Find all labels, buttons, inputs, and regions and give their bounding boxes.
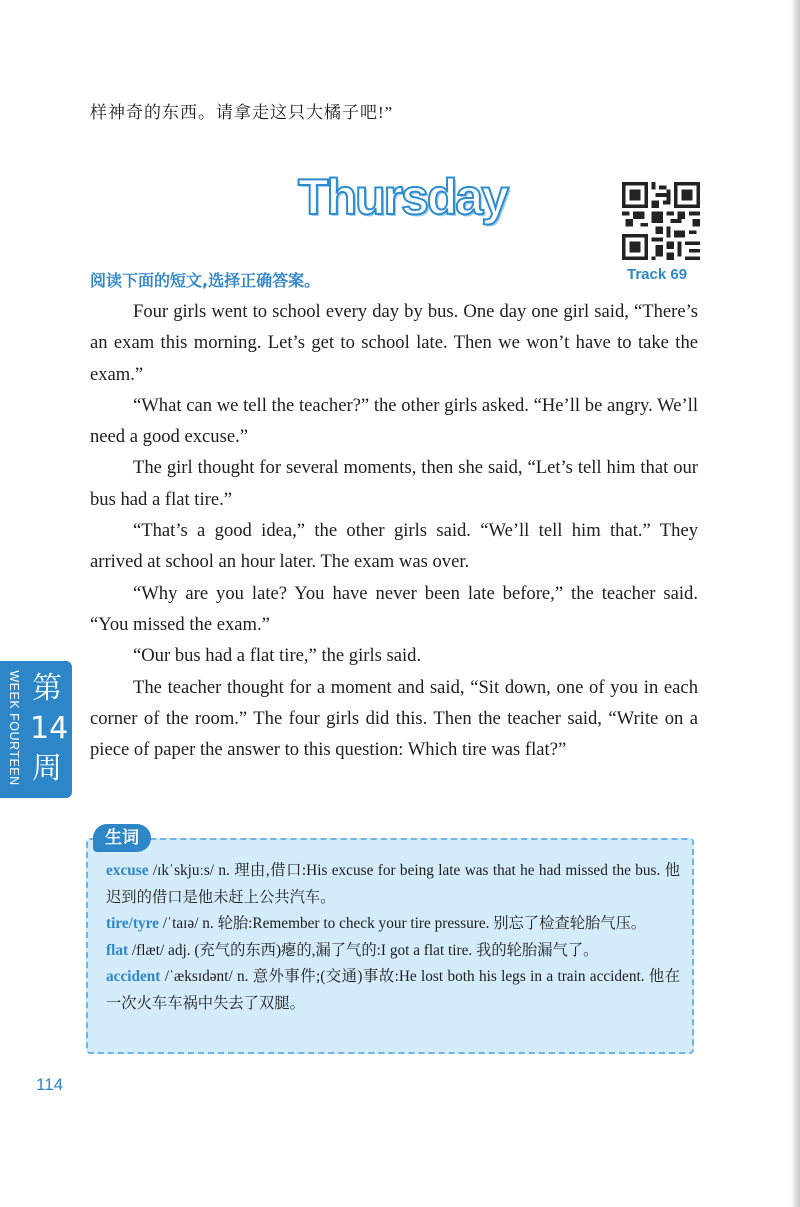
vocab-definition: /flæt/ adj. (充气的东西)瘪的,漏了气的:I got a flat tire. 我的轮胎漏气了。 [128, 941, 599, 959]
vocab-entry [106, 858, 680, 911]
continued-text: 样神奇的东西。请拿走这只大橘子吧!” [90, 103, 394, 122]
vocabulary-list [106, 858, 680, 1018]
week-side-tab [0, 661, 72, 798]
vocab-word: excuse [106, 862, 149, 879]
story-paragraph: The girl thought for several moments, then she said, “Let’s tell him that our bus had a flat tire.” [90, 457, 698, 510]
vocab-entry [106, 911, 680, 938]
page-edge [791, 0, 800, 1207]
week-tab-chinese: 第14周 [30, 671, 69, 786]
qr-code-icon [622, 182, 700, 260]
story-paragraph: “What can we tell the teacher?” the other girls asked. “He’ll be angry. We’ll need a good excuse.” [90, 394, 698, 448]
story-paragraph: Four girls went to school every day by bus. One day one girl said, “There’s an exam this morning. Let’s get to school late. Then we won’t have to take the exam.” [90, 301, 698, 385]
vocab-word: tire/tyre [106, 915, 159, 933]
vocab-definition: /ˈtaɪə/ n. 轮胎:Remember to check your tire pressure. 别忘了检查轮胎气压。 [158, 915, 647, 933]
story-text [90, 296, 698, 765]
vocab-entry [106, 938, 680, 965]
week-tab-english: WEEK FOURTEEN [7, 670, 21, 786]
story-paragraph: “That’s a good idea,” the other girls said. “We’ll tell him that.” They arrived at school an hour later. The exam was over. [90, 520, 698, 573]
story-paragraph: The teacher thought for a moment and said, “Sit down, one of you in each corner of the room.” The four girls did this. Then the teacher said, “Write on a piece of paper the answer to this question: Which tire was flat?” [90, 676, 698, 761]
vocab-entry [106, 964, 680, 1017]
vocab-word: flat [106, 941, 129, 959]
vocabulary-badge: 生词 [93, 824, 151, 852]
page-title: Thursday [298, 169, 508, 225]
story-paragraph: “Our bus had a flat tire,” the girls said. [133, 645, 422, 667]
vocab-definition: /ɪkˈskjuːs/ n. 理由,借口:His excuse for being late was that he had missed the bus. 他迟到的借口是他未赶上公共汽车。 [106, 862, 680, 906]
vocab-definition: /ˈæksɪdənt/ n. 意外事件;(交通)事故:He lost both his legs in a train accident. 他在一次火车车祸中失去了双腿。 [106, 968, 680, 1012]
page-number: 114 [36, 1075, 64, 1094]
instruction-text: 阅读下面的短文,选择正确答案。 [90, 271, 321, 290]
story-paragraph: “Why are you late? You have never been late before,” the teacher said. “You missed the exam.” [90, 582, 698, 635]
vocab-word: accident [106, 968, 161, 986]
track-label: Track 69 [627, 266, 688, 283]
